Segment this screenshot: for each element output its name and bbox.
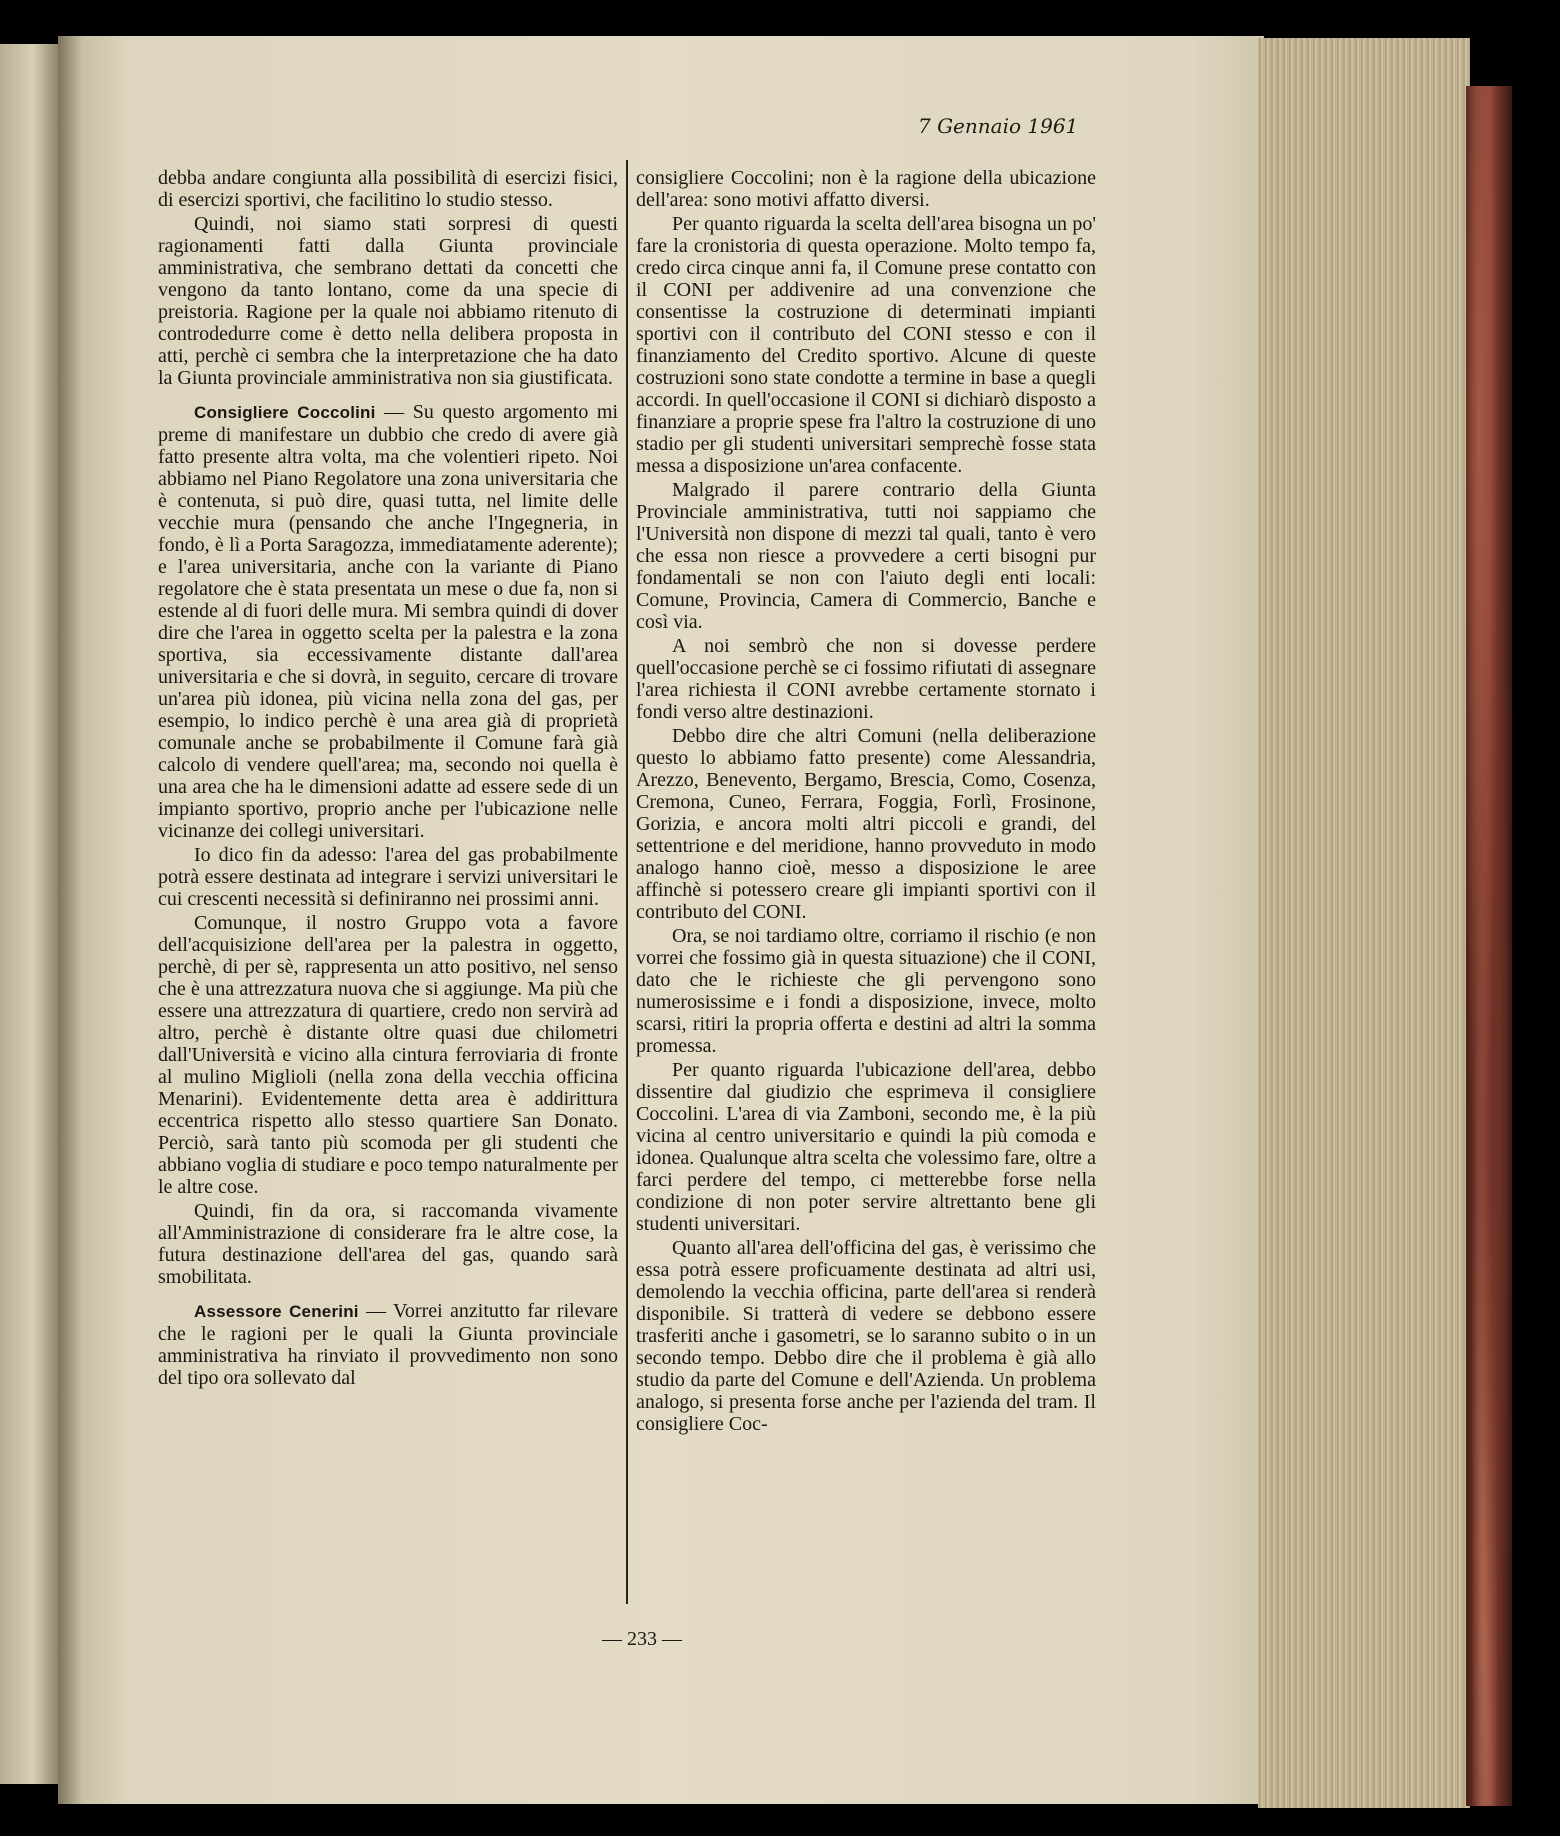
paragraph: Per quanto riguarda l'ubicazione dell'area, debbo dissentire dal giudizio che esprimeva il consigliere Coccolini. L'area di via Zamboni, secondo me, è la più vicina al centro universitario e quindi la più comoda e idonea. Qualunque altra scelta che volessimo fare, oltre a farci perdere del tempo, ci metterebbe forse nella condizione di non poter servire altrettanto bene gli studenti universitari. [636,1059,1096,1235]
paragraph: consigliere Coccolini; non è la ragione della ubicazione dell'area: sono motivi affatto diversi. [636,167,1096,211]
left-column [158,167,618,1391]
paragraph: debba andare congiunta alla possibilità di esercizi fisici, di esercizi sportivi, che facilitino lo studio stesso. [158,167,618,211]
speaker-name: Assessore Cenerini [194,1302,359,1321]
paragraph: Debbo dire che altri Comuni (nella deliberazione questo lo abbiamo fatto presente) come Alessandria, Arezzo, Benevento, Bergamo, Brescia, Como, Cosenza, Cremona, Cuneo, Ferrara, Foggia, Forlì, Frosinone, Gorizia, e ancora molti altri piccoli e grandi, del settentrione e del meridione, hanno provveduto in modo analogo hanno cioè, messo a disposizione le aree affinchè si potessero creare gli impianti sportivi con il contributo del CONI. [636,725,1096,923]
paragraph: Quindi, noi siamo stati sorpresi di questi ragionamenti fatti dalla Giunta provinciale amministrativa, che sembrano dettati da concetti che vengono da tanto lontano, come da una specie di preistoria. Ragione per la quale noi abbiamo ritenuto di controdedurre come è detto nella delibera proposta in atti, perchè ci sembra che la interpretazione che ha dato la Giunta provinciale amministrativa non sia giustificata. [158,213,618,389]
paragraph: A noi sembrò che non si dovesse perdere quell'occasione perchè se ci fossimo rifiutati di assegnare l'area richiesta il CONI avrebbe certamente stornato i fondi verso altre destinazioni. [636,635,1096,723]
running-head-date: 7 Gennaio 1961 [918,114,1079,138]
column-rule [626,160,628,1604]
facing-page-edge [0,44,60,1784]
speech-paragraph [158,1300,618,1389]
paragraph: Ora, se noi tardiamo oltre, corriamo il rischio (e non vorrei che fossimo già in questa situazione) che il CONI, dato che le richieste che gli pervengono sono numerosissime e i fondi a disposizione, invece, molto scarsi, ritiri la propria offerta e destini ad altri la somma promessa. [636,925,1096,1057]
paragraph: Comunque, il nostro Gruppo vota a favore dell'acquisizione dell'area per la palestra in oggetto, perchè, di per sè, rappresenta un atto positivo, nel senso che è una attrezzatura nuova che si aggiunge. Ma più che essere una attrezzatura di quartiere, credo non servirà ad altro, perchè è distante oltre quasi due chilometri dall'Università e vicino alla cintura ferroviaria di fronte al mulino Miglioli (nella zona della vecchia officina Menarini). Evidentemente detta area è addirittura eccentrica rispetto allo stesso quartiere San Donato. Perciò, sarà tanto più scomoda per gli studenti che abbiano voglia di studiare e poco tempo naturalmente per le altre cose. [158,912,618,1198]
speech-text: — Su questo argomento mi preme di manifestare un dubbio che credo di avere già fatto presente altra volta, ma che volentieri ripeto. Noi abbiamo nel Piano Regolatore una zona universitaria che è contenuta, si può dire, quasi tutta, nel limite delle vecchie mura (pensando che anche l'Ingegneria, in fondo, è lì a Porta Saragozza, immediatamente aderente); e l'area universitaria, anche con la variante di Piano regolatore che è stata presentata un mese o due fa, non si estende al di fuori delle mura. Mi sembra quindi di dover dire che l'area in oggetto scelta per la palestra e la zona sportiva, sia eccessivamente distante dall'area universitaria e che si dovrà, in seguito, cercare di trovare un'area più idonea, più vicina nella zona del gas, per esempio, lo indico perchè è una area già di proprietà comunale anche se probabilmente il Comune farà già calcolo di vendere quell'area; ma, secondo noi quella è una area che ha le dimensioni adatte ad essere sede di un impianto sportivo, proprio anche per l'ubicazione nelle vicinanze dei collegi universitari. [158,401,618,842]
speech-paragraph [158,401,618,842]
paragraph: Io dico fin da adesso: l'area del gas probabilmente potrà essere destinata ad integrare i servizi universitari le cui crescenti necessità si definiranno nei prossimi anni. [158,844,618,910]
right-column [636,167,1096,1437]
speech-text: — Vorrei anzitutto far rilevare che le ragioni per le quali la Giunta provinciale amministrativa ha rinviato il provvedimento non sono del tipo ora sollevato dal [158,1300,618,1389]
paragraph: Quindi, fin da ora, si raccomanda vivamente all'Amministrazione di considerare fra le altre cose, la futura destinazione dell'area del gas, quando sarà smobilitata. [158,1200,618,1288]
page-block-edges [1258,38,1470,1808]
paragraph: Per quanto riguarda la scelta dell'area bisogna un po' fare la cronistoria di questa operazione. Molto tempo fa, credo circa cinque anni fa, il Comune prese contatto con il CONI per addivenire ad una convenzione che consentisse la costruzione di determinati impianti sportivi con il contributo del CONI stesso e con il finanziamento del Credito sportivo. Alcune di queste costruzioni sono state condotte a termine in base a quegli accordi. In quell'occasione il CONI si dichiarò disposto a finanziare a proprie spese fra l'altro la costruzione di uno stadio per gli studenti universitari semprechè fosse stata messa a disposizione un'area confacente. [636,213,1096,477]
page-number: — 233 — [602,1628,682,1650]
paragraph: Malgrado il parere contrario della Giunta Provinciale amministrativa, tutti noi sappiamo che l'Università non dispone di mezzi tal quali, tanto è vero che essa non riesce a provvedere a certi bisogni pur fondamentali se non con l'aiuto degli enti locali: Comune, Provincia, Camera di Commercio, Banche e così via. [636,479,1096,633]
speaker-name: Consigliere Coccolini [194,403,376,422]
marbled-cover [1466,86,1512,1806]
paragraph: Quanto all'area dell'officina del gas, è verissimo che essa potrà essere proficuamente destinata ad altri usi, demolendo la vecchia officina, parte dell'area si renderà disponibile. Si tratterà di vedere se debbono essere trasferiti anche i gasometri, se lo saranno subito o in un secondo tempo. Debbo dire che il problema è già allo studio da parte del Comune e dell'Azienda. Un problema analogo, si presenta forse anche per l'azienda del tram. Il consigliere Coc- [636,1237,1096,1435]
